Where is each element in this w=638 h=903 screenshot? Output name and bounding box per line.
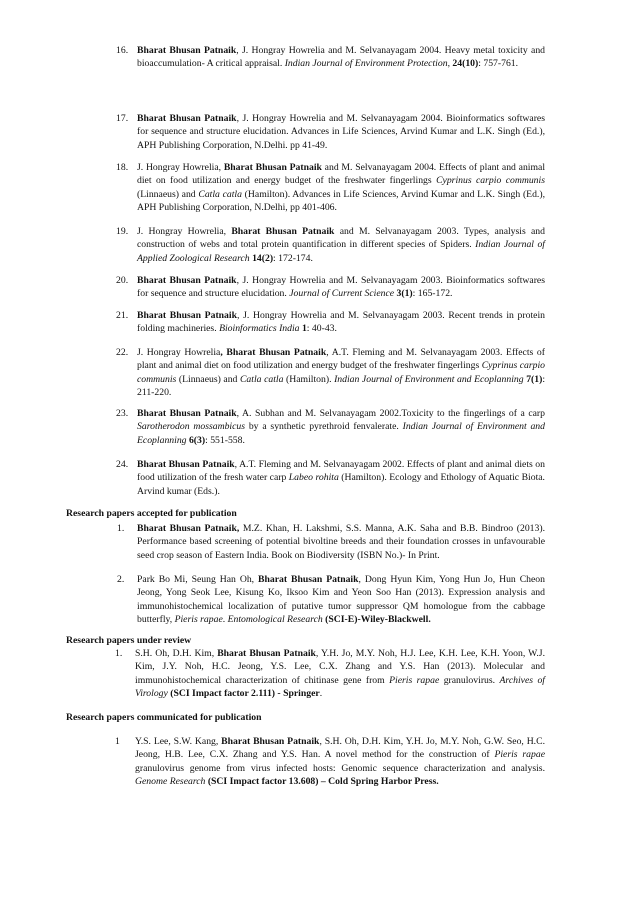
publication-entry [116,225,545,265]
text-run: , A.T. Fleming and M. Selvanayagam 2002. Effects of plant and animal diets on food utilization of the fresh water carp [137,459,545,484]
bold-run: 7(1) [526,373,543,385]
text-run: . [222,614,228,626]
entry-number: 21. [116,310,129,321]
text-run: , A. Subhan and M. Selvanayagam 2002.Toxicity to the fingerlings of a carp [236,408,546,419]
italic-run: Pieris rapae [494,749,546,761]
entry-text [137,226,545,264]
text-run: Y.S. Lee, S.W. Kang, [135,736,222,747]
publication-entry [116,44,546,71]
text-run: . [319,688,323,700]
text-run: , [447,58,453,70]
bold-run: Bharat Bhusan Patnaik, [137,523,240,534]
publication-entry [116,274,545,301]
bold-run: 14(2) [252,252,274,264]
text-run: : 757-761. [478,58,519,70]
text-run: , Dong Hyun Kim, Yong Hun Jo, Hun Cheon Jeong, Yong Seok Lee, Kisung Ko, Iksoo Kim and Yeon Soo Han (2013). Expression analysis and immunohistochemical localization of putative tumor suppressor QM homologue from the cabbage butterfly, [137,574,545,626]
bold-run: Bharat Bhusan Patnaik [217,648,316,659]
text-run: S.H. Oh, D.H. Kim, [135,648,218,659]
italic-run: Cyprinus carpio communis [137,360,545,385]
entry-text [137,408,545,446]
section-heading-communicated: Research papers communicated for publication [66,712,262,723]
italic-run: Indian Journal of Environment and Ecoplanning [334,373,524,385]
bold-run: 6(3) [188,434,206,446]
bold-run: (SCI Impact factor 2.111) - Springer [170,688,320,700]
bold-run: (SCI Impact factor 13.608) – Cold Spring Harbor Press. [207,776,439,788]
text-run: : 551-558. [205,434,245,446]
italic-run: Cyprinus carpio communis [436,175,545,187]
text-run: (Hamilton). Ecology and Ethology of Aquatic Biota. Arvind kumar (Eds.). [137,472,545,497]
bold-run: Bharat Bhusan Patnaik [258,574,359,585]
italic-run: Catla catla [198,188,242,200]
publication-entry [116,407,546,447]
entry-text [137,574,545,625]
bold-run: Bharat Bhusan Patnaik [231,226,335,237]
italic-run: Sarotherodon mossambicus [137,421,246,433]
text-run: J. Hongray Howrelia, [137,226,232,237]
publication-entry [116,161,546,215]
text-run: : 172-174. [273,252,313,264]
text-run: , J. Hongray Howrelia and M. Selvanayagam 2004. Heavy metal toxicity and bioaccumulation- A critical appraisal. [137,45,546,70]
accepted-entry [117,573,545,627]
text-run: J. Hongray Howrelia, [137,162,224,173]
text-run: (Linnaeus) and [176,373,240,385]
text-run: : 40-43. [306,323,337,335]
text-run: and M. Selvanayagam 2004. Effects of plant and animal diet on food utilization and energy budget of the freshwater fingerlings [137,162,546,187]
publication-entry [116,458,545,498]
review-entry [115,647,545,701]
text-run: (Linnaeus) and [137,188,199,200]
italic-run: Indian Journal of Environment Protection [284,58,448,70]
bold-run: Bharat Bhusan Patnaik [137,45,237,56]
entry-number: 1. [115,648,123,659]
text-run: , J. Hongray Howrelia and M. Selvanayagam 2003. Recent trends in protein folding machineries. [137,310,545,335]
entry-text [137,459,545,497]
bold-run: 3(1) [396,288,413,300]
text-run: and M. Selvanayagam 2003. Types, analysis and construction of webs and total protein quantification in different species of Spiders. [137,226,545,251]
bold-run: Bharat Bhusan Patnaik [137,113,237,124]
text-run: , A.T. Fleming and M. Selvanayagam 2003. Effects of plant and animal diet on food utilization and energy budget of the freshwater fingerlings [137,347,545,372]
entry-number: 2. [117,574,125,585]
entry-number: 24. [116,459,129,470]
italic-run: Pieris rapae [174,614,223,626]
entry-number: 23. [116,408,129,419]
text-run: , J. Hongray Howrelia and M. Selvanayagam 2004. Bioinformatics softwares for sequence and structure elucidation. Advances in Life Sciences, Arvind Kumar and L.K. Singh (Ed.), APH Publishing Corporation, N.Delhi. pp 41-49. [137,113,545,151]
text-run: granulovirus. [439,674,500,686]
entry-text [137,523,545,561]
entry-number: 1 [115,736,120,747]
section-heading-accepted: Research papers accepted for publication [66,508,237,519]
italic-run: Archives of Virology [135,674,545,700]
text-run: : 211-220. [137,373,546,399]
section-heading-review: Research papers under review [66,635,192,646]
text-run: by a synthetic pyrethroid fenvalerate. [245,421,403,433]
bold-run: Bharat Bhusan Patnaik [137,310,237,321]
italic-run: Indian Journal of Applied Zoological Research [137,239,545,264]
bold-run: (SCI-E)-Wiley-Blackwell. [325,614,431,626]
bold-run: Bharat Bhusan Patnaik [137,408,237,419]
entry-text [135,736,545,787]
publication-entry [116,346,546,400]
italic-run: Catla catla [239,373,284,385]
text-run: (Hamilton). [283,373,335,385]
publication-entry [116,309,545,336]
text-run: , Y.H. Jo, M.Y. Noh, H.J. Lee, K.H. Lee, K.H. Yoon, W.J. Kim, J.Y. Noh, H.C. Jeong, Y.S. Lee, C.X. Zhang and Y.S. Han (2013). Molecular and immunohistochemical characterization of chitinase gene from [135,648,545,686]
entry-text [137,45,545,69]
text-run: J. Hongray Howrelia [137,347,221,358]
italic-run: Indian Journal of Environment and Ecoplanning [137,421,545,446]
entry-text [137,347,545,398]
italic-run: Genome Research [135,776,206,788]
bold-run: 24(10) [452,58,479,70]
entry-text [137,113,545,151]
entry-number: 17. [116,113,129,124]
bold-run: Bharat Bhusan Patnaik [137,275,237,286]
accepted-entry [117,522,545,562]
italic-run: Entomological Research [227,614,323,626]
text-run: : 165-172. [412,288,453,300]
text-run: Park Bo Mi, Seung Han Oh, [137,574,259,585]
text-run: , S.H. Oh, D.H. Kim, Y.H. Jo, M.Y. Noh, G.W. Seo, H.C. Jeong, H.B. Lee, C.X. Zhang and Y.S. Han. A novel method for the construction of [135,736,545,761]
italic-run: Pieris rapae [389,674,440,686]
italic-run: Bioinformatics India [219,323,300,335]
bold-run: , Bharat Bhusan Patnaik [220,347,327,358]
entry-number: 22. [116,347,129,358]
bold-run: Bharat Bhusan Patnaik [137,459,235,470]
text-run: granulovirus genome from virus infected hosts: Genomic sequence characterization and analysis. [135,762,545,774]
entry-text [137,162,545,213]
bold-run: Bharat Bhusan Patnaik [221,736,320,747]
entry-number: 18. [116,162,129,173]
text-run: (Hamilton). Advances in Life Sciences, Arvind Kumar and L.K. Singh (Ed.), APH Publishing Corporation, N.Delhi, pp 401-406. [137,188,546,214]
italic-run: Journal of Current Science [289,288,395,300]
text-run: M.Z. Khan, H. Lakshmi, S.S. Manna, A.K. Saha and B.B. Bindroo (2013). Performance based screening of potential bivoltine breeds and their foundation crosses in unfavourable seed crop season of Eastern India. Book on Biodiversity (ISBN No.)- In Print. [137,523,545,561]
entry-number: 20. [116,275,129,286]
text-run: , J. Hongray Howrelia and M. Selvanayagam 2003. Bioinformatics softwares for sequence and structure elucidation. [137,275,545,300]
communicated-entry [115,735,546,789]
entry-text [137,275,545,299]
bold-run: 1 [301,323,307,335]
entry-number: 16. [116,45,129,56]
entry-text [137,310,545,334]
bold-run: Bharat Bhusan Patnaik [223,162,322,173]
entry-number: 19. [116,226,129,237]
entry-number: 1. [117,523,125,534]
entry-text [135,648,545,699]
italic-run: Labeo rohita [288,472,339,484]
publication-entry [116,112,545,152]
